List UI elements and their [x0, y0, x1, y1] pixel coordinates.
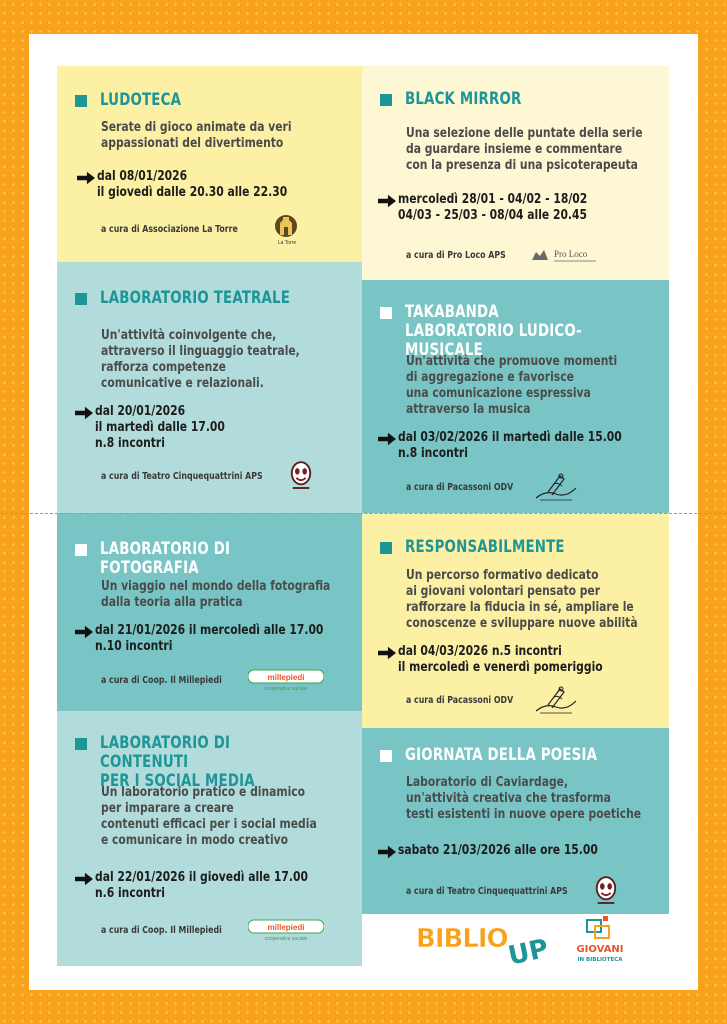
organizer-text: a cura di Associazione La Torre — [101, 223, 238, 235]
card-schedule — [75, 623, 343, 655]
card-description: Un viaggio nel mondo della fotografia dalla teoria alla pratica — [101, 579, 331, 610]
organizer-text: a cura di Pacassoni ODV — [406, 481, 514, 493]
card-title-text: BLACK MIRROR — [405, 89, 522, 108]
millepiedi-logo-sub: cooperativa sociale — [264, 686, 308, 692]
card-description: Laboratorio di Caviardage, un'attività creativa che trasforma testi esistenti in nuove opere poetiche — [406, 775, 642, 822]
in-biblioteca-logo-text: IN BIBLIOTECA — [577, 957, 623, 963]
card-takabanda-title — [380, 302, 655, 359]
card-giornata-poesia — [362, 728, 669, 914]
square-bullet-icon — [75, 95, 87, 107]
card-description: Un'attività coinvolgente che, attraverso il linguaggio teatrale, rafforza competenze comunicative e relazionali. — [101, 328, 300, 391]
organizer-text: a cura di Coop. Il Millepiedi — [101, 674, 222, 686]
card-organizer — [101, 668, 324, 692]
arrow-right-icon — [75, 406, 93, 420]
card-black-mirror-title — [380, 89, 655, 108]
schedule-text: dal 21/01/2026 il mercoledì alle 17.00 n.10 incontri — [95, 623, 324, 654]
card-laboratorio-teatrale — [57, 262, 362, 513]
card-description: Un percorso formativo dedicato ai giovani volontari pensato per rafforzare la fiducia in sé, ampliare le conoscenze e sviluppare nuove abilità — [406, 568, 638, 631]
pacassoni-logo — [534, 683, 578, 717]
card-title-text: GIORNATA DELLA POESIA — [405, 745, 598, 764]
square-bullet-icon — [75, 544, 87, 556]
arrow-right-icon — [378, 194, 396, 208]
card-schedule — [378, 843, 615, 859]
la-torre-logo-text: La Torre — [277, 240, 296, 245]
schedule-text: mercoledì 28/01 - 04/02 - 18/02 04/03 - 25/03 - 08/04 alle 20.45 — [398, 192, 588, 223]
card-title-text: LABORATORIO TEATRALE — [100, 288, 291, 307]
card-title-text: LABORATORIO DI CONTENUTI PER I SOCIAL MEDIA — [100, 733, 255, 790]
cut-line-divider — [0, 513, 727, 514]
card-takabanda — [362, 280, 669, 513]
card-social-title — [75, 733, 348, 790]
card-laboratorio-fotografia — [57, 513, 362, 711]
card-description: Un laboratorio pratico e dinamico per imparare a creare contenuti efficaci per i social media e comunicare in modo creativo — [101, 785, 317, 848]
square-bullet-icon — [75, 738, 87, 750]
card-fotografia-title — [75, 539, 348, 577]
organizer-text: a cura di Teatro Cinquequattrini APS — [101, 470, 263, 482]
card-organizer — [406, 876, 618, 906]
card-title-text: RESPONSABILMENTE — [405, 537, 565, 556]
card-organizer — [406, 470, 578, 504]
arrow-right-icon — [378, 432, 396, 446]
card-description: Serate di gioco animate da veri appassionati del divertimento — [101, 120, 292, 151]
card-schedule — [75, 870, 326, 902]
card-schedule — [378, 192, 604, 224]
card-title-text: LABORATORIO DI FOTOGRAFIA — [100, 539, 231, 577]
square-bullet-icon — [380, 542, 392, 554]
card-poesia-title — [380, 745, 655, 764]
schedule-text: dal 20/01/2026 il martedì dalle 17.00 n.8 incontri — [95, 404, 225, 451]
square-bullet-icon — [380, 94, 392, 106]
millepiedi-logo-text: millepiedi — [267, 923, 305, 932]
millepiedi-logo-sub: cooperativa sociale — [264, 936, 308, 942]
organizer-text: a cura di Pacassoni ODV — [406, 694, 514, 706]
card-schedule — [77, 169, 304, 201]
card-description: Un'attività che promuove momenti di aggregazione e favorisce una comunicazione espressiva attraverso la musica — [406, 354, 618, 417]
theatre-mask-logo — [289, 461, 313, 491]
card-organizer — [406, 244, 598, 266]
pacassoni-logo — [534, 470, 578, 504]
schedule-text: dal 08/01/2026 il giovedì dalle 20.30 alle 22.30 — [97, 169, 288, 200]
card-organizer — [101, 461, 313, 491]
card-contenuti-social-media — [57, 711, 362, 966]
card-responsabilmente — [362, 513, 669, 728]
arrow-right-icon — [378, 646, 396, 660]
organizer-text: a cura di Pro Loco APS — [406, 249, 506, 261]
card-schedule — [75, 404, 236, 452]
card-title-text: LUDOTECA — [100, 90, 182, 109]
millepiedi-logo — [248, 668, 324, 692]
arrow-right-icon — [378, 845, 396, 859]
theatre-mask-logo — [594, 876, 618, 906]
card-schedule — [378, 430, 641, 462]
la-torre-logo — [272, 213, 302, 245]
card-organizer — [406, 683, 578, 717]
up-logo-text: UP — [505, 933, 552, 966]
square-bullet-icon — [380, 307, 392, 319]
card-teatrale-title — [75, 288, 348, 307]
card-ludoteca-title — [75, 90, 348, 109]
schedule-text: dal 03/02/2026 il martedì dalle 15.00 n.8 incontri — [398, 430, 622, 461]
arrow-right-icon — [75, 625, 93, 639]
bibliound-logo — [362, 912, 669, 966]
organizer-text: a cura di Teatro Cinquequattrini APS — [406, 885, 568, 897]
giovani-logo-text: GIOVANI — [576, 944, 624, 955]
card-description: Una selezione delle puntate della serie da guardare insieme e commentare con la presenza di una psicoterapeuta — [406, 126, 643, 173]
pro-loco-logo — [530, 244, 598, 266]
card-responsabilmente-title — [380, 537, 655, 556]
giovani-biblioteca-icon — [587, 916, 609, 938]
card-title-text: TAKABANDA LABORATORIO LUDICO-MUSICALE — [405, 302, 582, 359]
card-schedule — [378, 644, 620, 676]
organizer-text: a cura di Coop. Il Millepiedi — [101, 924, 222, 936]
schedule-text: dal 22/01/2026 il giovedì alle 17.00 n.6 incontri — [95, 870, 308, 901]
card-black-mirror — [362, 66, 669, 280]
millepiedi-logo-text: millepiedi — [267, 673, 305, 682]
pro-loco-logo-text: Pro Loco — [554, 249, 588, 259]
card-organizer — [101, 213, 302, 245]
square-bullet-icon — [75, 293, 87, 305]
biblio-logo-text: BIBLIO — [416, 924, 508, 954]
schedule-text: sabato 21/03/2026 alle ore 15.00 — [398, 843, 598, 858]
schedule-text: dal 04/03/2026 n.5 incontri il mercoledì e venerdì pomeriggio — [398, 644, 603, 675]
card-organizer — [101, 918, 324, 942]
card-ludoteca — [57, 66, 362, 262]
millepiedi-logo — [248, 918, 324, 942]
square-bullet-icon — [380, 750, 392, 762]
arrow-right-icon — [75, 872, 93, 886]
arrow-right-icon — [77, 171, 95, 185]
footer-logos — [362, 912, 669, 966]
